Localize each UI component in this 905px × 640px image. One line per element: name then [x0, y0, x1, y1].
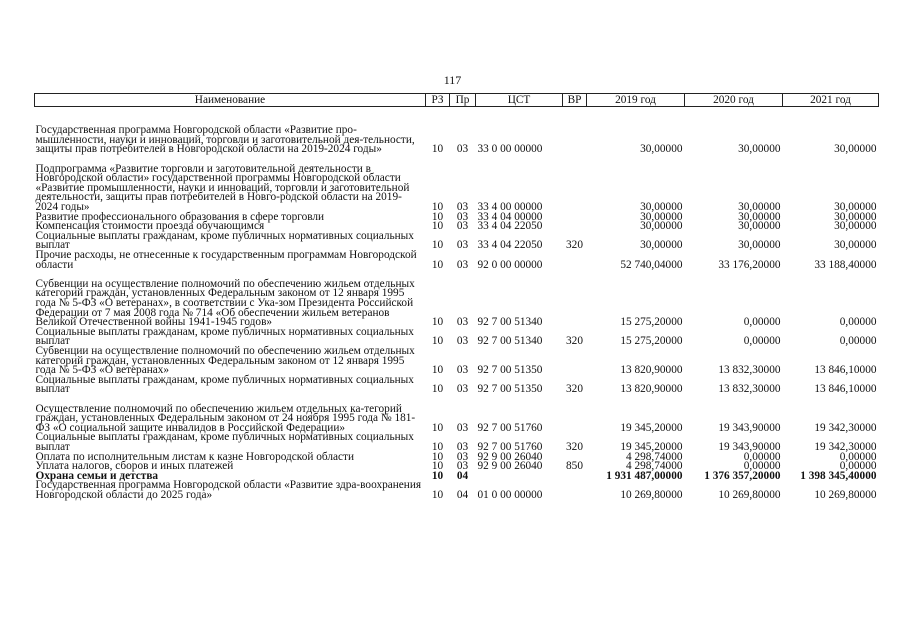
row-name: Уплата налогов, сборов и иных платежей: [35, 460, 234, 473]
row-vr: [563, 251, 587, 270]
row-rz: 10: [431, 210, 444, 223]
row-rz: 10: [431, 335, 444, 348]
row-pr: 03: [456, 210, 469, 223]
row-vr: [563, 107, 587, 156]
row-rz: 10: [431, 143, 444, 156]
table-row: [35, 155, 879, 213]
row-rz: 10: [431, 258, 444, 271]
row-vr: 320: [566, 440, 583, 453]
row-pr: 03: [456, 239, 469, 252]
table-body: [35, 107, 879, 501]
row-name: Социальные выплаты гражданам, кроме публичных нормативных социальных выплат: [35, 373, 414, 396]
row-name: Оплата по исполнительным листам к казне Новгородской области: [35, 450, 354, 463]
row-2021: 30,00000: [834, 239, 877, 252]
row-2021: 10 269,80000: [814, 488, 877, 501]
row-rz: 10: [431, 440, 444, 453]
row-rz: 10: [431, 364, 444, 377]
row-pr: 03: [456, 258, 469, 271]
row-cst: 33 4 04 22050: [477, 220, 543, 233]
row-cst: 92 7 00 51340: [477, 316, 543, 329]
row-2021: 30,00000: [834, 210, 877, 223]
header-name: Наименование: [35, 94, 426, 107]
row-2020: 0,00000: [743, 460, 781, 473]
row-2021: 30,00000: [834, 143, 877, 156]
row-2020: 30,00000: [738, 143, 781, 156]
row-2020: 0,00000: [743, 335, 781, 348]
row-2020: 0,00000: [743, 450, 781, 463]
table-row: [35, 481, 879, 500]
table-row: [35, 433, 879, 452]
table-row: [35, 395, 879, 433]
row-name: Субвенции на осуществление полномочий по обеспечению жильем отдельных категорий граждан, установленных Федеральным законом от 12 января 1995 года № 5-ФЗ «О ветеранах», в соответствии с Ука-зом Президента Российской Федерации от 7 мая 2008 года № 714 «Об обеспечении жильем ветеранов Великой Отечественной войны 1941-1945 годов»: [35, 277, 415, 329]
row-pr: 03: [456, 335, 469, 348]
table-row: [35, 107, 879, 156]
row-2020: 33 176,20000: [718, 258, 781, 271]
row-2020: 30,00000: [738, 220, 781, 233]
row-name: Прочие расходы, не отнесенные к государственным программам Новгородской области: [35, 248, 417, 271]
row-vr: 320: [566, 239, 583, 252]
row-name: Развитие профессионального образования в сфере торговли: [35, 210, 325, 223]
row-2019: 19 345,20000: [620, 421, 683, 434]
row-cst: 92 7 00 51350: [477, 364, 543, 377]
row-2019: 15 275,20000: [620, 316, 683, 329]
row-2019: 15 275,20000: [620, 335, 683, 348]
row-2020: 0,00000: [743, 316, 781, 329]
row-2019: 30,00000: [640, 201, 683, 213]
row-vr: [563, 347, 587, 376]
row-2020: 30,00000: [738, 201, 781, 213]
row-2019: 30,00000: [640, 239, 683, 252]
row-2019: 13 820,90000: [620, 383, 683, 396]
row-2021: 0,00000: [839, 450, 877, 463]
row-rz: 10: [431, 316, 444, 329]
row-2021: 30,00000: [834, 201, 877, 213]
row-rz: 10: [431, 488, 444, 501]
row-cst: [476, 472, 563, 482]
row-2021: 0,00000: [839, 460, 877, 473]
header-2020: 2020 год: [685, 94, 783, 107]
row-pr: 03: [456, 383, 469, 396]
row-name: Государственная программа Новгородской области «Развитие здра-воохранения Новгородской области до 2025 года»: [35, 479, 422, 501]
row-2020: 30,00000: [738, 210, 781, 223]
row-name: Охрана семьи и детства: [35, 469, 159, 482]
row-vr: [563, 481, 587, 500]
row-cst: 92 9 00 26040: [477, 460, 543, 473]
row-2019: 4 298,74000: [626, 450, 683, 463]
row-rz: 10: [431, 383, 444, 396]
row-2021: 0,00000: [839, 316, 877, 329]
table-header-row: [35, 94, 879, 107]
row-vr: [563, 213, 587, 223]
page-number: 117: [443, 73, 462, 87]
row-name: Компенсация стоимости проезда обучающимся: [35, 220, 265, 233]
row-2019: 19 345,20000: [620, 440, 683, 453]
row-2020: 30,00000: [738, 239, 781, 252]
row-cst: 92 9 00 26040: [477, 450, 543, 463]
row-2020: 1 376 357,20000: [704, 469, 781, 482]
row-name: Социальные выплаты гражданам, кроме публичных нормативных социальных выплат: [35, 431, 414, 453]
row-cst: 92 7 00 51760: [477, 421, 543, 434]
row-pr: 03: [456, 364, 469, 377]
table-row: [35, 376, 879, 395]
row-2021: 30,00000: [834, 220, 877, 233]
row-vr: [563, 270, 587, 328]
row-cst: 33 4 04 00000: [477, 210, 543, 223]
row-2019: 13 820,90000: [620, 364, 683, 377]
row-pr: 03: [456, 316, 469, 329]
table-row: [35, 251, 879, 270]
row-2021: 13 846,10000: [814, 383, 877, 396]
row-pr: 03: [456, 201, 469, 213]
row-pr: 03: [456, 143, 469, 156]
table-row: [35, 347, 879, 376]
row-2021: 0,00000: [839, 335, 877, 348]
row-cst: 33 4 00 00000: [477, 201, 543, 213]
row-2020: 10 269,80000: [718, 488, 781, 501]
row-pr: 04: [456, 488, 469, 501]
row-name: Подпрограмма «Развитие торговли и заготовительной деятельности в Новгородской области» государственной программы Новгородской области «Развитие промышленности, науки и инноваций, торговли и заготовительной деятельности, защиты прав потребителей в Новго-родской области на 2019-2024 годы»: [35, 162, 410, 213]
row-vr: [563, 222, 587, 232]
row-2019: 10 269,80000: [620, 488, 683, 501]
row-pr: 03: [456, 450, 469, 463]
row-2021: 1 398 345,40000: [800, 469, 877, 482]
header-vr: ВР: [563, 94, 587, 107]
row-2021: 13 846,10000: [814, 364, 877, 377]
header-pr: Пр: [450, 94, 476, 107]
header-cst: ЦСТ: [476, 94, 563, 107]
row-2019: 30,00000: [640, 220, 683, 233]
budget-table: [34, 93, 879, 500]
row-cst: 33 4 04 22050: [477, 239, 543, 252]
row-2019: 30,00000: [640, 143, 683, 156]
row-pr: 03: [456, 440, 469, 453]
row-cst: 01 0 00 00000: [477, 488, 543, 501]
row-cst: 33 0 00 00000: [477, 143, 543, 156]
row-2021: 33 188,40000: [814, 258, 877, 271]
row-rz: 10: [431, 239, 444, 252]
row-cst: 92 7 00 51350: [477, 383, 543, 396]
row-vr: 320: [566, 335, 583, 348]
row-rz: 10: [431, 469, 444, 482]
row-2020: 19 343,90000: [718, 421, 781, 434]
row-rz: 10: [431, 220, 444, 233]
row-vr: 320: [566, 383, 583, 396]
table-row: [35, 270, 879, 328]
row-cst: 92 7 00 51760: [477, 440, 543, 453]
row-name: Социальные выплаты гражданам, кроме публичных нормативных социальных выплат: [35, 325, 414, 348]
header-rz: РЗ: [426, 94, 450, 107]
row-2021: 19 342,30000: [814, 440, 877, 453]
row-vr: [563, 155, 587, 213]
row-rz: 10: [431, 201, 444, 213]
row-2019: 30,00000: [640, 210, 683, 223]
row-2019: 1 931 487,00000: [606, 469, 683, 482]
row-rz: 10: [431, 421, 444, 434]
row-pr: 03: [456, 220, 469, 233]
row-vr: 850: [566, 460, 583, 473]
row-name: Государственная программа Новгородской области «Развитие про-мышленности, науки и инноваций, торговли и заготовительной дея-тельности, защиты прав потребителей в Новгородской области на 2019-2024 годы»: [35, 124, 415, 156]
row-cst: 92 7 00 51340: [477, 335, 543, 348]
row-2019: 52 740,04000: [620, 258, 683, 271]
row-name: Социальные выплаты гражданам, кроме публичных нормативных социальных выплат: [35, 229, 414, 252]
row-vr: [563, 395, 587, 433]
row-2020: 13 832,30000: [718, 383, 781, 396]
row-rz: 10: [431, 460, 444, 473]
row-cst: 92 0 00 00000: [477, 258, 543, 271]
row-2020: 13 832,30000: [718, 364, 781, 377]
row-2019: 4 298,74000: [626, 460, 683, 473]
row-pr: 03: [456, 460, 469, 473]
row-rz: 10: [431, 450, 444, 463]
header-2021: 2021 год: [783, 94, 879, 107]
row-pr: 04: [456, 469, 469, 482]
row-name: Субвенции на осуществление полномочий по обеспечению жильем отдельных категорий граждан, установленных Федеральным законом от 12 января 1995 года № 5-ФЗ «О ветеранах»: [35, 344, 415, 377]
row-2020: 19 343,90000: [718, 440, 781, 453]
header-2019: 2019 год: [587, 94, 685, 107]
row-pr: 03: [456, 421, 469, 434]
row-vr: [563, 472, 587, 482]
row-2021: 19 342,30000: [814, 421, 877, 434]
row-name: Осуществление полномочий по обеспечению жильем отдельных ка-тегорий граждан, установленных Федеральным законом от 24 ноября 1995 года № 181-ФЗ «О социальной защите инвалидов в Российской Федерации»: [35, 402, 416, 434]
